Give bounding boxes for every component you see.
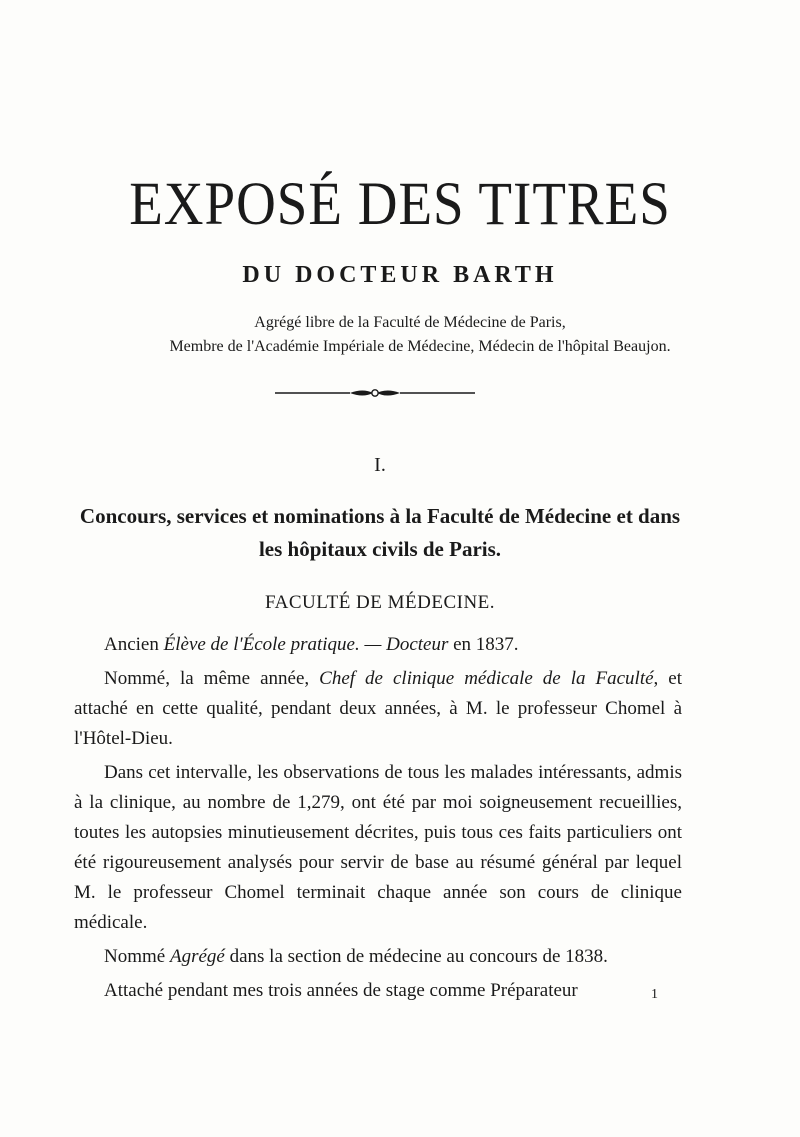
italic-text: Agrégé: [169, 946, 225, 967]
text-span: Dans cet intervalle, les observations de tous les malades intéressants, admis à la clinique, au nombre de 1,279, ont été par moi soigneusement recueillies, toutes les autopsies minutieusement décrites, puis tous ces faits particuliers ont été rigoureusement analysés pour servir de base au résumé général par lequel M. le professeur Chomel terminait chaque année son cours de clinique médicale.: [74, 762, 682, 933]
text-span: Attaché pendant mes trois années de stage comme Préparateur: [104, 980, 578, 1001]
paragraph: [74, 976, 682, 1006]
affiliation-line-1: Agrégé libre de la Faculté de Médecine de Paris,: [254, 314, 566, 331]
subsection-title: FACULTÉ DE MÉDECINE.: [264, 592, 496, 613]
document-title: EXPOSÉ DES TITRES: [129, 169, 671, 238]
italic-text: Élève de l'École pratique. — Docteur: [163, 634, 449, 655]
section-number: I.: [374, 454, 386, 476]
section-heading: Concours, services et nominations à la Faculté de Médecine et dans les hôpitaux civils de Paris.: [79, 504, 681, 561]
body-text: [74, 630, 682, 1010]
text-span: Nommé, la même année,: [104, 668, 320, 689]
paragraph: [74, 758, 682, 938]
text-span: Ancien: [104, 634, 164, 655]
document-subtitle: DU DOCTEUR BARTH: [242, 262, 558, 288]
paragraph: [74, 664, 682, 754]
text-span: en 1837.: [448, 634, 519, 655]
text-span: Nommé: [104, 946, 170, 967]
ornament-divider: [275, 385, 475, 401]
paragraph: [74, 630, 682, 660]
page-marker: 1: [651, 987, 658, 1002]
text-span: , et attaché en cette qualité, pendant deux années, à M. le professeur Chomel à l'Hôtel-Dieu.: [74, 668, 682, 749]
paragraph: [74, 942, 682, 972]
italic-text: Chef de clinique médicale de la Faculté: [319, 668, 654, 689]
affiliation-line-2: Membre de l'Académie Impériale de Médecine, Médecin de l'hôpital Beaujon.: [169, 338, 671, 355]
text-span: dans la section de médecine au concours de 1838.: [224, 946, 608, 967]
